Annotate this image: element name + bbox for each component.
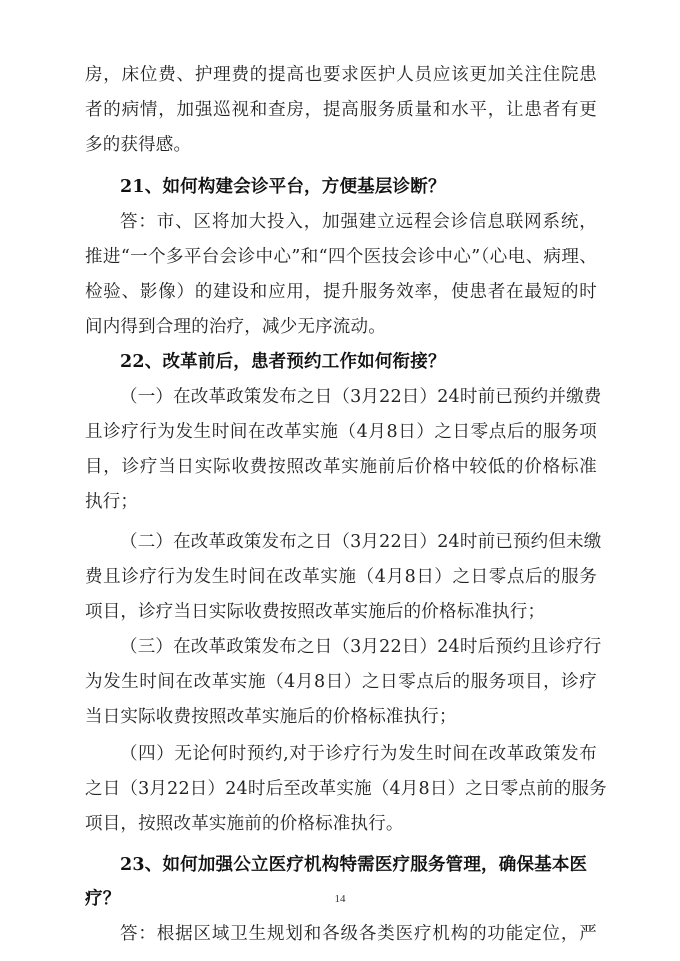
body-text-line: 答：根据区域卫生规划和各级各类医疗机构的功能定位，严	[120, 924, 597, 944]
body-text-line: 间内得到合理的治疗，减少无序流动。	[85, 317, 386, 337]
body-text-line: 费且诊疗行为发生时间在改革实施（4月8日）之日零点后的服务	[85, 567, 597, 587]
body-text-line: 执行；	[85, 492, 139, 512]
body-text-line: 为发生时间在改革实施（4月8日）之日零点后的服务项目，诊疗	[85, 672, 597, 692]
body-text-line: 答：市、区将加大投入，加强建立远程会诊信息联网系统，	[120, 212, 597, 232]
body-text-line: 且诊疗行为发生时间在改革实施（4月8日）之日零点后的服务项	[85, 422, 597, 442]
body-text-line: 多的获得感。	[85, 135, 192, 155]
body-text-line: 目，诊疗当日实际收费按照改革实施前后价格中较低的价格标准	[85, 457, 597, 477]
page-number: 14	[334, 893, 346, 905]
section-heading-22: 22、改革前后，患者预约工作如何衔接？	[120, 352, 446, 372]
body-text-line: 推进“一个多平台会诊中心”和“四个医技会诊中心”（心电、病理、	[85, 247, 597, 267]
body-text-line: 之日（3月22日）24时后至改革实施（4月8日）之日零点前的服务	[85, 779, 607, 799]
body-text-line: 当日实际收费按照改革实施后的价格标准执行；	[85, 707, 457, 727]
body-text-line: （一）在改革政策发布之日（3月22日）24时前已预约并缴费	[120, 387, 602, 407]
body-text-line: （四）无论何时预约,对于诊疗行为发生时间在改革政策发布	[120, 744, 597, 764]
section-heading-23-continued: 疗？	[85, 889, 121, 909]
body-text-line: 项目，诊疗当日实际收费按照改革实施后的价格标准执行；	[85, 602, 546, 622]
section-heading-21: 21、如何构建会诊平台，方便基层诊断？	[120, 177, 446, 197]
body-text-line: （二）在改革政策发布之日（3月22日）24时前已预约但未缴	[120, 532, 602, 552]
body-text-line: 房，床位费、护理费的提高也要求医护人员应该更加关注住院患	[85, 65, 597, 85]
body-text-line: 者的病情，加强巡视和查房，提高服务质量和水平，让患者有更	[85, 100, 597, 120]
body-text-line: 检验、影像）的建设和应用，提升服务效率，使患者在最短的时	[85, 282, 597, 302]
section-heading-23: 23、如何加强公立医疗机构特需医疗服务管理，确保基本医	[120, 855, 588, 875]
body-text-line: 项目，按照改革实施前的价格标准执行。	[85, 814, 404, 834]
body-text-line: （三）在改革政策发布之日（3月22日）24时后预约且诊疗行	[120, 637, 602, 657]
